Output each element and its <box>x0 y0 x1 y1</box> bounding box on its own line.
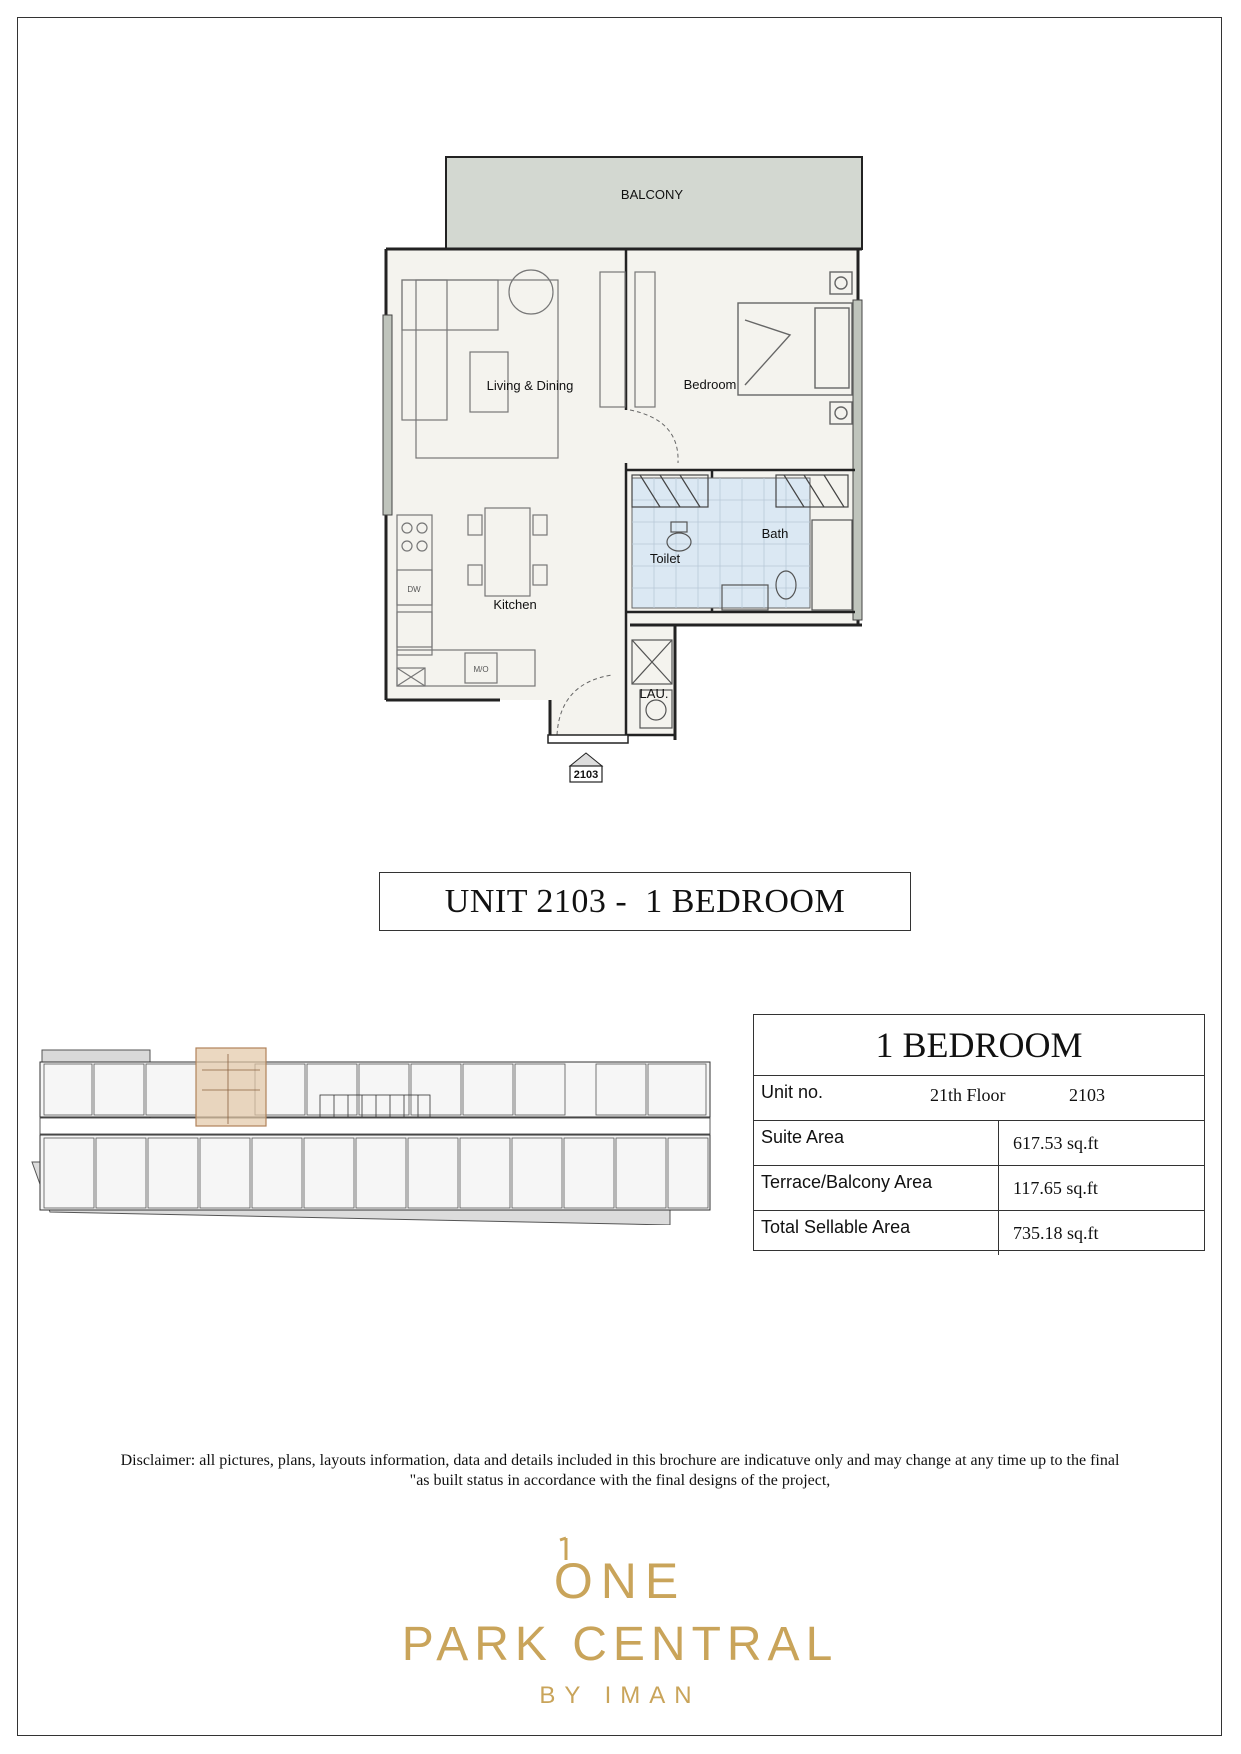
toilet-label: Toilet <box>649 551 681 566</box>
laundry-label: LAU. <box>639 686 669 701</box>
floor-value: 21th Floor <box>930 1085 1006 1105</box>
logo-line-1: ONE <box>553 1553 687 1609</box>
disclaimer <box>60 1451 1180 1491</box>
row-label: Suite Area <box>761 1127 845 1147</box>
bath-label: Bath <box>761 526 789 541</box>
one-park-central-logo <box>360 1528 880 1708</box>
table-row <box>754 1121 1204 1166</box>
disclaimer-line-2: "as built status in accordance with the final designs of the project, <box>409 1472 831 1489</box>
balcony-area <box>446 157 862 249</box>
row-value: 117.65 sq.ft <box>998 1166 1204 1210</box>
row-label: Terrace/Balcony Area <box>761 1172 933 1192</box>
mw-label: M/O <box>473 665 489 674</box>
unit-title: UNIT 2103 - 1 BEDROOM <box>379 872 911 931</box>
table-row <box>754 1166 1204 1211</box>
dw-label: DW <box>407 585 421 594</box>
bedroom-label: Bedroom <box>683 377 737 392</box>
balcony-label: BALCONY <box>620 187 684 202</box>
disclaimer-line-1: Disclaimer: all pictures, plans, layouts information, data and details included in this brochure are indicatuve only and may change at any time up to the final <box>120 1452 1120 1469</box>
bath-tiles <box>632 478 810 608</box>
unit-info-row <box>754 1076 1204 1121</box>
floor-plan <box>0 0 1241 800</box>
kitchen-label: Kitchen <box>493 597 537 612</box>
unit-no-label: Unit no. <box>761 1082 824 1102</box>
logo-line-3: BY IMAN <box>539 1682 701 1708</box>
highlighted-unit <box>196 1048 266 1126</box>
unit-no-value: 2103 <box>1069 1085 1105 1105</box>
entry-tag: 2103 <box>573 769 599 781</box>
table-row <box>754 1211 1204 1255</box>
key-plan <box>30 1040 730 1225</box>
row-label: Total Sellable Area <box>761 1217 911 1237</box>
area-table-heading: 1 BEDROOM <box>754 1015 1204 1076</box>
row-value: 617.53 sq.ft <box>998 1121 1204 1165</box>
logo-line-2: PARK CENTRAL <box>401 1618 839 1671</box>
area-table <box>753 1014 1205 1251</box>
row-value: 735.18 sq.ft <box>998 1211 1204 1255</box>
living-label: Living & Dining <box>486 378 574 393</box>
